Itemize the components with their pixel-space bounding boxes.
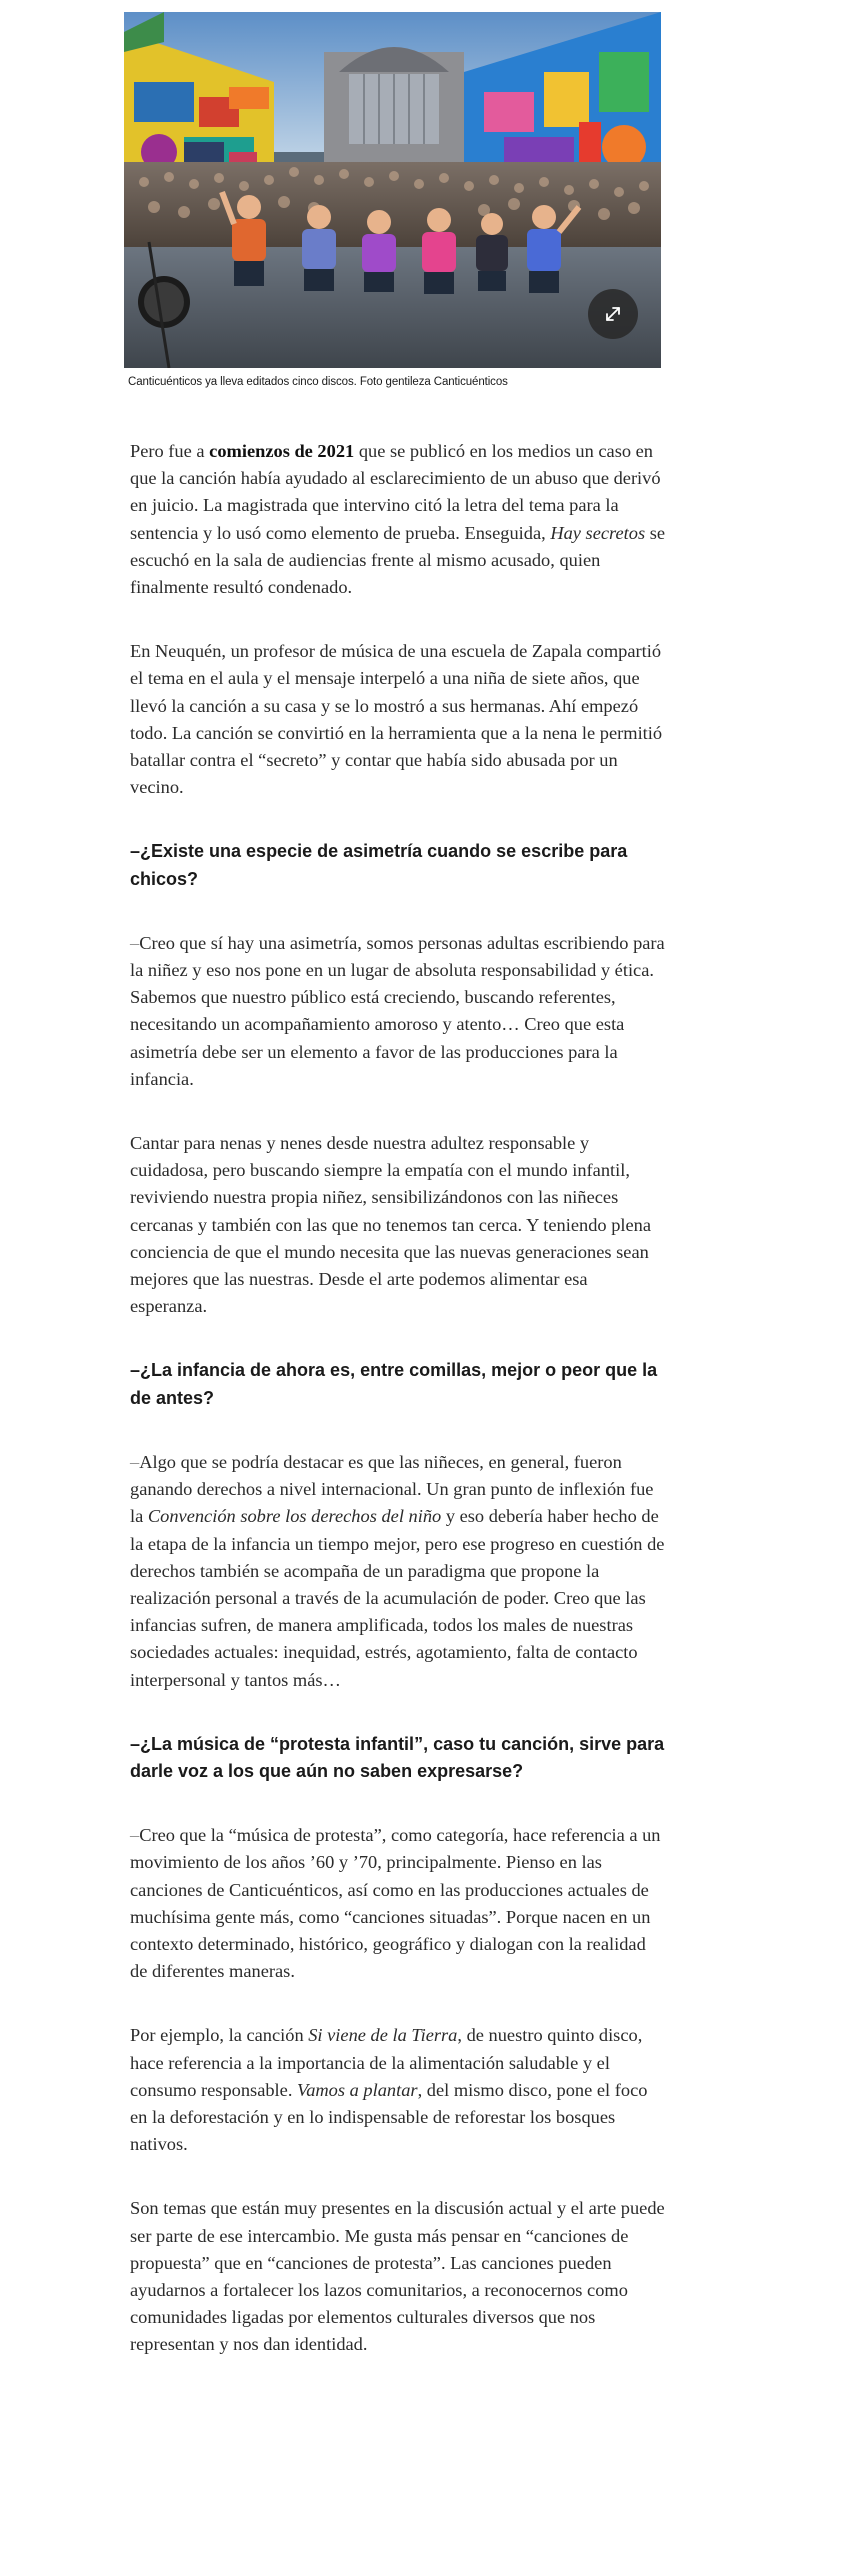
song-title: Hay secretos <box>550 522 646 543</box>
expand-image-button[interactable] <box>588 289 638 339</box>
article-body <box>124 438 666 2359</box>
paragraph: En Neuquén, un profesor de música de una escuela de Zapala compartió el tema en el aula y el mensaje interpeló a una niña de siete años, que llevó la canción a su casa y se lo mostró a sus hermanas. Ahí empezó todo. La canción se convirtió en la herramienta que a la nena le permitió batallar contra el “secreto” y contar que había sido abusada por un vecino. <box>130 641 663 798</box>
song-title: Vamos a plantar <box>297 2079 418 2100</box>
article-figure <box>124 12 672 388</box>
paragraph: Pero fue a comienzos de 2021 que se publicó en los medios un caso en que la canción había ayudado al esclarecimiento de un abuso que derivó en juicio. La magistrada que intervino citó la letra del tema para la sentencia y lo usó como elemento de prueba. Enseguida, Hay secretos se escuchó en la sala de audiencias frente al mismo acusado, quien finalmente resultó condenado. <box>130 441 666 598</box>
convention-title: Convención sobre los derechos del niño <box>147 1506 442 1527</box>
photo-caption: Canticuénticos ya lleva editados cinco discos. Foto gentileza Canticuénticos <box>128 376 508 388</box>
interview-answer: –Creo que sí hay una asimetría, somos personas adultas escribiendo para la niñez y eso nos pone en un lugar de absoluta responsabilidad y ética. Sabemos que nuestro público está creciendo, buscando referentes, necesitando un acompañamiento amoroso y atento… Creo que esta asimetría debe ser un elemento a favor de las producciones para la infancia. <box>130 932 665 1089</box>
interview-answer: –Creo que la “música de protesta”, como categoría, hace referencia a un movimiento de los años ’60 y ’70, principalmente. Pienso en las canciones de Canticuénticos, así como en las producciones actuales de muchísima gente más, como “canciones situadas”. Porque nacen en un contexto determinado, histórico, geográfico y dialogan con la realidad de diferentes maneras. <box>130 1825 661 1982</box>
interview-answer: –Algo que se podría destacar es que las niñeces, en general, fueron ganando derechos a nivel internacional. Un gran punto de inflexión fue la Convención sobre los derechos del niño y eso debería haber hecho de la etapa de la infancia un tiempo mejor, pero ese progreso en cuestión de derechos también se acompaña de un paradigma que propone la realización personal a través de la acumulación de poder. Creo que las infancias sufren, de manera amplificada, todos los males de nuestras sociedades actuales: inequidad, estrés, agotamiento, falta de contacto interpersonal y tantos más… <box>130 1451 665 1690</box>
paragraph: Por ejemplo, la canción Si viene de la Tierra, de nuestro quinto disco, hace referencia a la importancia de la alimentación saludable y el consumo responsable. Vamos a plantar, del mismo disco, pone el foco en la deforestación y en lo indispensable de reforestar los bosques nativos. <box>130 2025 648 2155</box>
article <box>124 12 672 2396</box>
interview-question: –¿Existe una especie de asimetría cuando se escribe para chicos? <box>130 841 628 889</box>
bold-text: comienzos de 2021 <box>209 441 355 461</box>
paragraph: Son temas que están muy presentes en la discusión actual y el arte puede ser parte de ese intercambio. Me gusta más pensar en “canciones de propuesta” que en “canciones de protesta”. Las canciones pueden ayudarnos a fortalecer los lazos comunitarios, a reconocernos como comunidades ligadas por elementos culturales diversos que nos representan y nos dan identidad. <box>130 2198 665 2355</box>
expand-arrows-icon <box>603 304 623 324</box>
band-photo[interactable] <box>124 12 661 368</box>
interview-question: –¿La infancia de ahora es, entre comillas, mejor o peor que la de antes? <box>130 1360 658 1408</box>
song-title: Si viene de la Tierra <box>308 2025 458 2046</box>
interview-question: –¿La música de “protesta infantil”, caso tu canción, sirve para darle voz a los que aún no saben expresarse? <box>130 1733 665 1781</box>
paragraph: Cantar para nenas y nenes desde nuestra adultez responsable y cuidadosa, pero buscando siempre la empatía con el mundo infantil, reviviendo nuestra propia niñez, sensibilizándonos con las niñeces cercanas y también con las que no tenemos tan cerca. Y teniendo plena conciencia de que el mundo necesita que las nuevas generaciones sean mejores que las nuestras. Desde el arte podemos alimentar esa esperanza. <box>130 1133 652 1317</box>
band-photo-image <box>124 12 661 368</box>
